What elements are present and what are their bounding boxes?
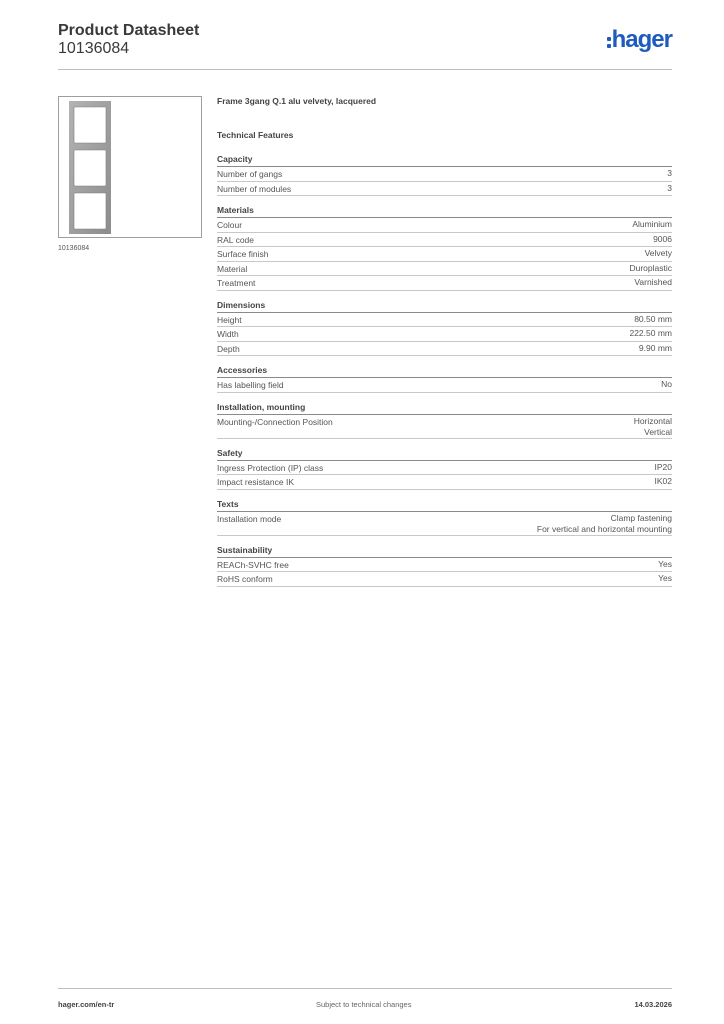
- page-footer: [58, 988, 672, 1014]
- spec-label: RoHS conform: [217, 574, 273, 584]
- spec-value-line: Aluminium: [632, 219, 672, 229]
- spec-section: [217, 299, 672, 357]
- spec-label: Treatment: [217, 278, 256, 288]
- spec-row: [217, 415, 672, 439]
- product-name: Frame 3gang Q.1 alu velvety, lacquered: [217, 96, 377, 106]
- section-title: Installation, mounting: [217, 401, 672, 415]
- spec-value: [653, 234, 672, 247]
- section-title: Dimensions: [217, 299, 672, 313]
- logo-text: hager: [611, 26, 672, 53]
- spec-value-line: Yes: [658, 558, 672, 569]
- spec-value-line: Varnished: [634, 277, 672, 287]
- page-title: Product Datasheet: [58, 22, 200, 39]
- spec-value: [537, 513, 672, 535]
- spec-value: [658, 573, 672, 586]
- spec-row: [217, 167, 672, 182]
- spec-sections: [217, 153, 672, 587]
- spec-value: [632, 219, 672, 232]
- spec-row: [217, 233, 672, 248]
- spec-section: [217, 447, 672, 490]
- product-image: [58, 96, 202, 238]
- spec-label: Ingress Protection (IP) class: [217, 462, 324, 473]
- spec-label: Depth: [217, 343, 240, 354]
- spec-label: RAL code: [217, 234, 255, 245]
- product-number: 10136084: [58, 40, 130, 57]
- spec-section: [217, 498, 672, 536]
- spec-row: [217, 262, 672, 277]
- spec-section: [217, 153, 672, 196]
- spec-value-line: 9006: [653, 233, 672, 244]
- spec-label: Installation mode: [217, 513, 282, 524]
- spec-section: [217, 204, 672, 291]
- spec-value-line: Yes: [658, 573, 672, 583]
- spec-value-line: 9.90 mm: [638, 342, 672, 353]
- spec-label: Height: [217, 314, 242, 325]
- spec-label: Surface finish: [217, 249, 269, 259]
- spec-value: [634, 314, 672, 327]
- section-title: Sustainability: [217, 544, 672, 558]
- spec-section: [217, 364, 672, 393]
- spec-value: [661, 379, 672, 392]
- spec-row: [217, 475, 672, 490]
- spec-value: [634, 277, 672, 290]
- spec-row: [217, 342, 672, 357]
- spec-label: Number of gangs: [217, 169, 283, 179]
- section-title: Texts: [217, 498, 672, 512]
- spec-row: [217, 378, 672, 393]
- spec-label: REACh-SVHC free: [217, 559, 289, 570]
- spec-value: [667, 183, 672, 196]
- spec-label: Mounting-/Connection Position: [217, 416, 333, 427]
- spec-value: [655, 462, 673, 475]
- spec-value-line: Clamp fastening: [610, 512, 672, 523]
- spec-value-line: Horizontal: [633, 415, 672, 426]
- spec-value-line: 80.50 mm: [634, 313, 672, 324]
- technical-features-heading: Technical Features: [217, 130, 294, 140]
- spec-row: [217, 572, 672, 587]
- spec-value: [629, 263, 672, 276]
- spec-row: [217, 247, 672, 262]
- spec-row: [217, 218, 672, 233]
- spec-row: [217, 327, 672, 342]
- footer-date: 14.03.2026: [634, 1000, 672, 1009]
- spec-label: Impact resistance IK: [217, 477, 295, 487]
- spec-value-line: 222.50 mm: [629, 328, 672, 338]
- spec-section: [217, 401, 672, 439]
- spec-value-line: IK02: [654, 476, 672, 486]
- spec-section: [217, 544, 672, 587]
- spec-value: [655, 476, 673, 489]
- spec-row: [217, 512, 672, 536]
- logo-dots-icon: [607, 37, 611, 48]
- spec-value-line: No: [661, 379, 672, 389]
- spec-row: [217, 182, 672, 197]
- spec-value: [658, 559, 672, 572]
- section-title: Materials: [217, 204, 672, 218]
- spec-value-line: Duroplastic: [629, 262, 672, 273]
- spec-value: [629, 328, 672, 341]
- spec-label: Width: [217, 329, 239, 339]
- spec-value-line: IP20: [654, 461, 672, 472]
- spec-value-line: 3: [667, 168, 672, 178]
- spec-value-line: Vertical: [644, 426, 672, 437]
- spec-label: Material: [217, 263, 248, 274]
- frame-3gang-image: [69, 101, 111, 234]
- spec-row: [217, 461, 672, 476]
- specification-content: [217, 96, 672, 595]
- spec-label: Number of modules: [217, 183, 292, 194]
- spec-label: Has labelling field: [217, 380, 284, 390]
- page-header: [58, 22, 672, 70]
- spec-value: [634, 416, 672, 438]
- spec-value: [667, 168, 672, 181]
- spec-value-line: For vertical and horizontal mounting: [536, 523, 672, 534]
- section-title: Safety: [217, 447, 672, 461]
- spec-value-line: 3: [667, 182, 672, 193]
- image-caption: 10136084: [58, 245, 90, 252]
- section-title: Capacity: [217, 153, 672, 167]
- section-title: Accessories: [217, 364, 672, 378]
- spec-row: [217, 558, 672, 573]
- spec-value-line: Velvety: [644, 248, 672, 258]
- hager-logo: [607, 28, 672, 52]
- spec-value: [645, 248, 672, 261]
- footer-note: Subject to technical changes: [316, 1000, 412, 1009]
- spec-row: [217, 276, 672, 291]
- spec-value: [639, 343, 672, 356]
- spec-row: [217, 313, 672, 328]
- footer-website-link[interactable]: hager.com/en-tr: [58, 1000, 115, 1009]
- spec-label: Colour: [217, 220, 243, 230]
